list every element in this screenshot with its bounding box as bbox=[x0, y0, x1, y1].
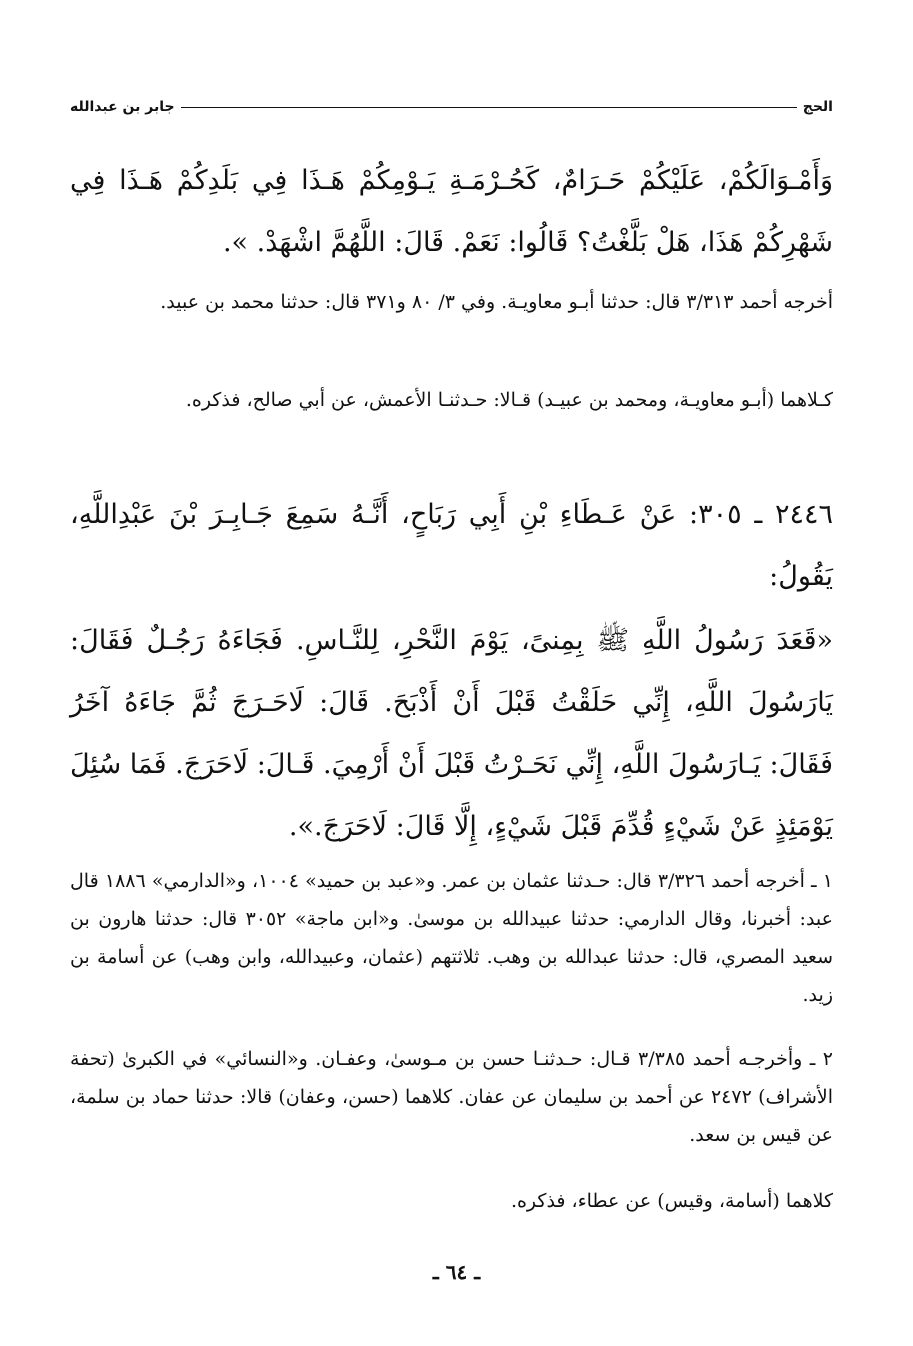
page-number: ـ ٦٤ ـ bbox=[432, 1260, 481, 1284]
header-rule bbox=[181, 107, 797, 108]
running-header bbox=[70, 96, 833, 118]
header-section-title: الحج bbox=[802, 99, 833, 115]
header-narrator-title: جابر بن عبدالله bbox=[70, 99, 175, 115]
takhrij-paragraph-2: كـلاهما (أبـو معاويـة، ومحمد بن عبيـد) قـالا: حـدثنـا الأعمش، عن أبي صالح، فذكره. bbox=[185, 389, 833, 411]
footnote-1: ١ ـ أخرجه أحمد ٣/٣٢٦ قال: حـدثنا عثمان بن عمر. و«عبد بن حميد» ١٠٠٤، و«الدارمي» ١٨٨٦ قال عبد: أخبرنا، وقال الدارمي: حدثنا عبيدالله بن موسىٰ. و«ابن ماجة» ٣٠٥٢ قال: حدثنا هارون بن سعيد المصري، قال: حدثنا عبدالله بن وهب. ثلاثتهم (عثمان، وعبيدالله، وابن وهب) عن أسامة بن زيد. bbox=[70, 870, 833, 1006]
footnote-3: كلاهما (أسامة، وقيس) عن عطاء، فذكره. bbox=[510, 1190, 833, 1212]
footnote-2: ٢ ـ وأخرجـه أحمد ٣/٣٨٥ قـال: حـدثنـا حسن بن مـوسىٰ، وعفـان. و«النسائي» في الكبرىٰ (تحفة الأشراف) ٢٤٧٢ عن أحمد بن سليمان عن عفان. كلاهما (حسن، وعفان) قالا: حدثنا حماد بن سلمة، عن قيس بن سعد. bbox=[70, 1048, 834, 1146]
hadith-intro: ٢٤٤٦ ـ ٣٠٥: عَنْ عَـطَاءِ بْنِ أَبِي رَبَاحٍ، أَنَّـهُ سَمِعَ جَـابِـرَ بْنَ عَبْدِاللَّهِ، يَقُولُ: bbox=[70, 499, 833, 592]
hadith-text: «قَعَدَ رَسُولُ اللَّهِ ﷺ بِمِنىً، يَوْمَ النَّحْرِ، لِلنَّـاسِ. فَجَاءَهُ رَجُـلٌ فَقَالَ: يَارَسُولَ اللَّهِ، إِنِّي حَلَقْتُ قَبْلَ أَنْ أَذْبَحَ. قَالَ: لَاحَـرَجَ ثُمَّ جَاءَهُ آخَرُ فَقَالَ: يَـارَسُولَ اللَّهِ، إِنِّي نَحَـرْتُ قَبْلَ أَنْ أَرْمِيَ. قَـالَ: لَاحَرَجَ. فَمَا سُئِلَ يَوْمَئِذٍ عَنْ شَيْءٍ قُدِّمَ قَبْلَ شَيْءٍ، إِلَّا قَالَ: لَاحَرَجَ.». bbox=[70, 625, 833, 842]
hadith-previous-ending: وَأَمْـوَالَكُمْ، عَلَيْكُمْ حَـرَامٌ، كَحُـرْمَـةِ يَـوْمِكُمْ هَـذَا فِي بَلَدِكُمْ هَـذَا فِي شَهْرِكُمْ هَذَا، هَلْ بَلَّغْتُ؟ قَالُوا: نَعَمْ. قَالَ: اللَّهُمَّ اشْهَدْ. ». bbox=[70, 165, 833, 258]
takhrij-paragraph-1: أخرجه أحمد ٣/٣١٣ قال: حدثنا أبـو معاويـة. وفي ٣/ ٨٠ و٣٧١ قال: حدثنا محمد بن عبيد. bbox=[160, 291, 833, 313]
